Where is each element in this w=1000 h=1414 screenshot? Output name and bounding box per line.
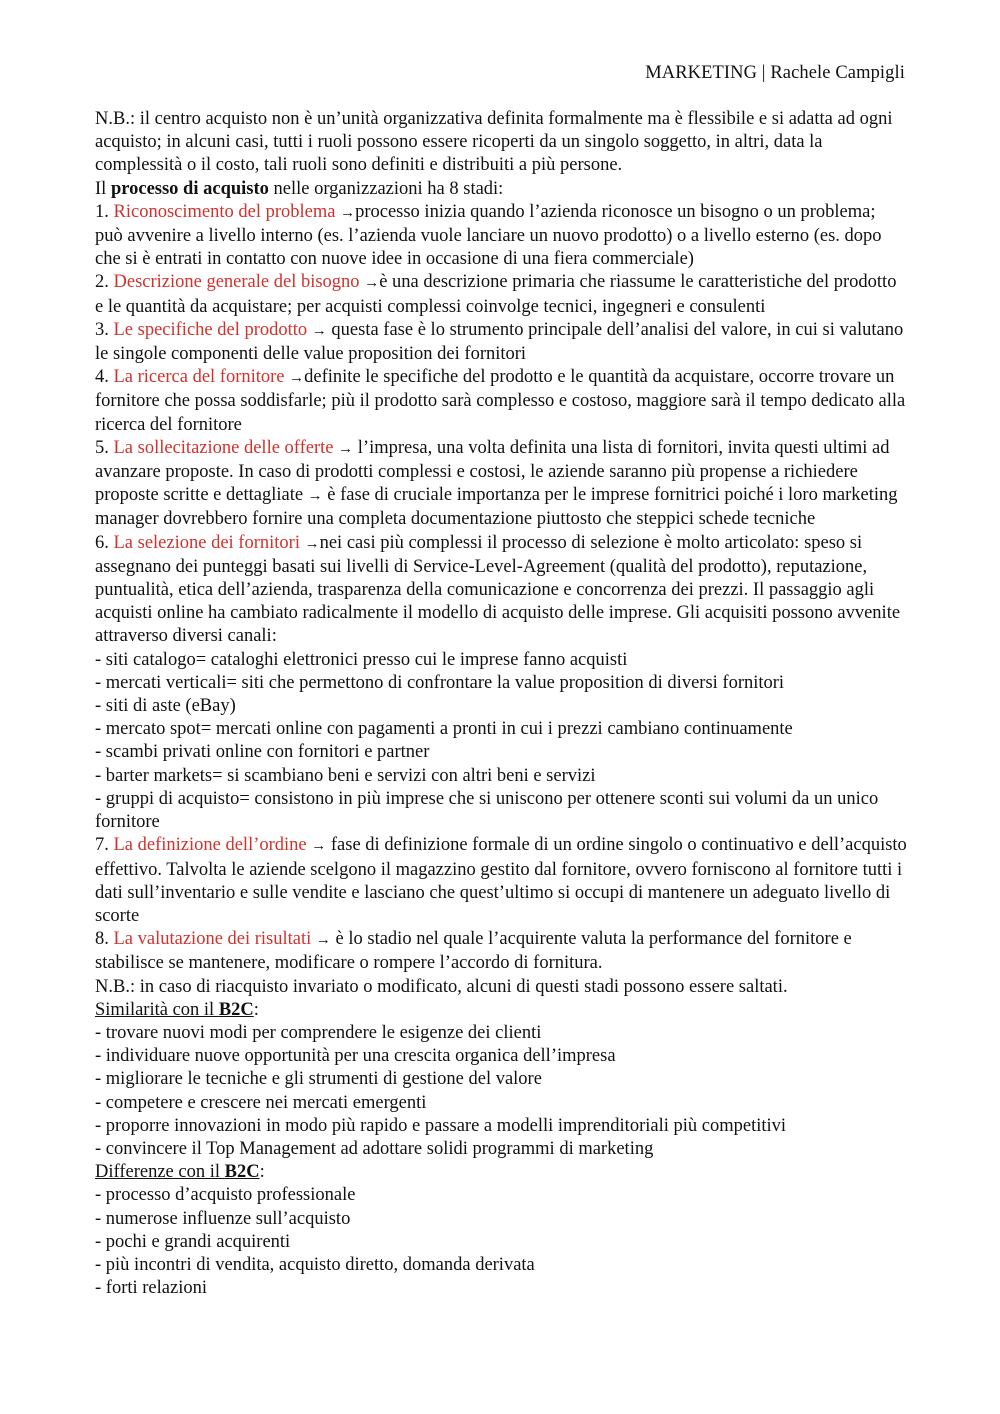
stage-3 (95, 319, 907, 366)
stage-text: fase di definizione formale di un ordine singolo o continuativo e dell’acquisto effettivo. Talvolta le aziende scelgono il magazzino gestito dal fornitore, ovvero forniscono al fornitore tutti i dati sull’inventario e sulle vendite e lasciano che quest’ultimo si occupi di mantenere un adeguato livello di scorte (95, 835, 907, 926)
channel-item: - mercati verticali= siti che permettono di confrontare la value proposition di diversi fornitori (95, 672, 785, 693)
intro-note: N.B.: il centro acquisto non è un’unità organizzativa definita formalmente ma è flessibile e si adatta ad ogni acquisto; in alcuni casi, tutti i ruoli possono essere ricoperti da un singolo soggetto, in altri, data la complessità o il costo, tali ruoli sono definiti e distribuiti a più persone. (95, 109, 893, 176)
arrow-icon: → (338, 440, 354, 457)
channel-item: - barter markets= si scambiano beni e servizi con altri beni e servizi (95, 765, 596, 786)
stage-title: La ricerca del fornitore (113, 367, 285, 388)
stage-text: processo inizia quando l’azienda riconosce un bisogno o un problema; può avvenire a livello interno (es. l’azienda vuole lanciare un nuovo prodotto) o a livello esterno (es. dopo che si è entrati in contatto con nuove idee in occasione di una fiera commerciale) (95, 201, 882, 270)
stage-title: La selezione dei fornitori (113, 532, 300, 553)
stage-text: è lo stadio nel quale l’acquirente valuta la performance del fornitore e stabilisce se mantenere, modificare o rompere l’accordo di fornitura. (95, 929, 852, 974)
stage-title: La valutazione dei risultati (113, 929, 312, 950)
similarities-heading-bold: B2C (218, 999, 254, 1020)
difference-item: - forti relazioni (95, 1278, 207, 1299)
channel-item: - siti di aste (eBay) (95, 696, 236, 717)
similarity-item: - proporre innovazioni in modo più rapido e passare a modelli imprenditoriali più competitivi (95, 1115, 787, 1136)
stage-title: La definizione dell’ordine (113, 835, 307, 856)
stage-number: 3. (95, 319, 114, 340)
similarities-heading-text (95, 1000, 254, 1020)
stage-text: questa fase è lo strumento principale dell’analisi del valore, in cui si valutano le singole componenti delle value proposition dei fornitori (95, 319, 904, 365)
stage-text: l’impresa, una volta definita una lista di fornitori, invita questi ultimi ad avanzare proposte. In caso di prodotti complessi e costosi, le aziende saranno più propense a richiedere proposte scritte e dettagliate (95, 437, 890, 506)
arrow-icon: → (364, 275, 380, 292)
similarity-item: - competere e crescere nei mercati emergenti (95, 1092, 427, 1113)
stage-2 (95, 271, 907, 318)
stage-number: 4. (95, 367, 114, 388)
stage-text: definite le specifiche del prodotto e le quantità da acquistare, occorre trovare un fornitore che possa soddisfarle; più il prodotto sarà complesso e costoso, maggiore sarà il tempo dedicato alla ricerca del fornitore (95, 367, 906, 435)
difference-item: - numerose influenze sull’acquisto (95, 1208, 351, 1229)
difference-item: - pochi e grandi acquirenti (95, 1231, 291, 1252)
stage-title: Le specifiche del prodotto (113, 319, 308, 340)
stage-text: nei casi più complessi il processo di selezione è molto articolato: speso si assegnano dei punteggi basati sui livelli di Service-Level-Agreement (qualità del prodotto), reputazione, puntualità, etica dell’azienda, trasparenza della comunicazione e concorrenza dei prezzi. Il passaggio agli acquisti online ha cambiato radicalmente il modello di acquisto delle imprese. Gli acquisiti possono avvenite attraverso diversi canali: (95, 532, 901, 647)
stage-8 (95, 928, 907, 975)
channel-item: - siti catalogo= cataloghi elettronici presso cui le imprese fanno acquisti (95, 649, 628, 670)
final-note: N.B.: in caso di riacquisto invariato o modificato, alcuni di questi stadi possono essere saltati. (95, 976, 788, 997)
process-intro-post: nelle organizzazioni ha 8 stadi: (268, 178, 504, 199)
differences-heading-bold: B2C (224, 1162, 260, 1183)
stage-text-continued: è fase di cruciale importanza per le imprese fornitrici poiché i loro marketing manager dovrebbero fornire una completa documentazione piuttosto che steppici schede tecniche (95, 485, 898, 530)
differences-heading-pre: Differenze con il (95, 1162, 225, 1183)
process-intro (95, 178, 907, 201)
stage-text: è una descrizione primaria che riassume le caratteristiche del prodotto e le quantità da acquistare; per acquisti complessi coinvolge tecnici, ingegneri e consulenti (95, 272, 897, 317)
stage-1 (95, 201, 907, 272)
stage-number: 6. (95, 532, 114, 553)
similarities-heading-colon: : (253, 999, 259, 1020)
channel-item: - mercato spot= mercati online con pagamenti a pronti in cui i prezzi cambiano continuamente (95, 719, 793, 740)
similarity-item: - migliorare le tecniche e gli strumenti di gestione del valore (95, 1069, 542, 1090)
stage-number: 5. (95, 437, 114, 458)
channel-item: - scambi privati online con fornitori e partner (95, 742, 430, 763)
differences-heading-colon: : (259, 1162, 265, 1183)
similarity-item: - trovare nuovi modi per comprendere le esigenze dei clienti (95, 1022, 542, 1043)
stage-4 (95, 366, 907, 437)
arrow-icon: → (307, 488, 323, 505)
document-body (95, 108, 907, 1300)
arrow-icon: → (311, 322, 327, 339)
stage-title: Riconoscimento del problema (113, 201, 336, 222)
similarities-heading (95, 999, 907, 1022)
similarities-heading-pre: Similarità con il (95, 999, 219, 1020)
channel-item: - gruppi di acquisto= consistono in più imprese che si uniscono per ottenere sconti sui volumi da un unico fornitore (95, 788, 879, 833)
stage-title: La sollecitazione delle offerte (113, 437, 334, 458)
arrow-icon: → (340, 204, 356, 221)
process-intro-pre: Il (95, 178, 111, 199)
differences-heading-text (95, 1162, 260, 1182)
arrow-icon: → (304, 535, 320, 552)
difference-item: - più incontri di vendita, acquisto diretto, domanda derivata (95, 1254, 535, 1275)
similarity-item: - individuare nuove opportunità per una crescita organica dell’impresa (95, 1046, 616, 1067)
differences-heading (95, 1161, 907, 1184)
stage-title: Descrizione generale del bisogno (113, 272, 360, 293)
arrow-icon: → (311, 838, 327, 855)
page-header: MARKETING | Rachele Campigli (645, 63, 905, 83)
stage-number: 1. (95, 201, 114, 222)
stage-number: 8. (95, 929, 114, 950)
stage-number: 7. (95, 835, 114, 856)
stage-5 (95, 437, 907, 532)
stage-6 (95, 532, 907, 649)
stage-7 (95, 834, 907, 928)
arrow-icon: → (315, 932, 331, 949)
similarity-item: - convincere il Top Management ad adottare solidi programmi di marketing (95, 1138, 654, 1159)
arrow-icon: → (289, 370, 305, 387)
difference-item: - processo d’acquisto professionale (95, 1185, 356, 1206)
process-intro-bold: processo di acquisto (110, 178, 269, 199)
stage-number: 2. (95, 272, 114, 293)
